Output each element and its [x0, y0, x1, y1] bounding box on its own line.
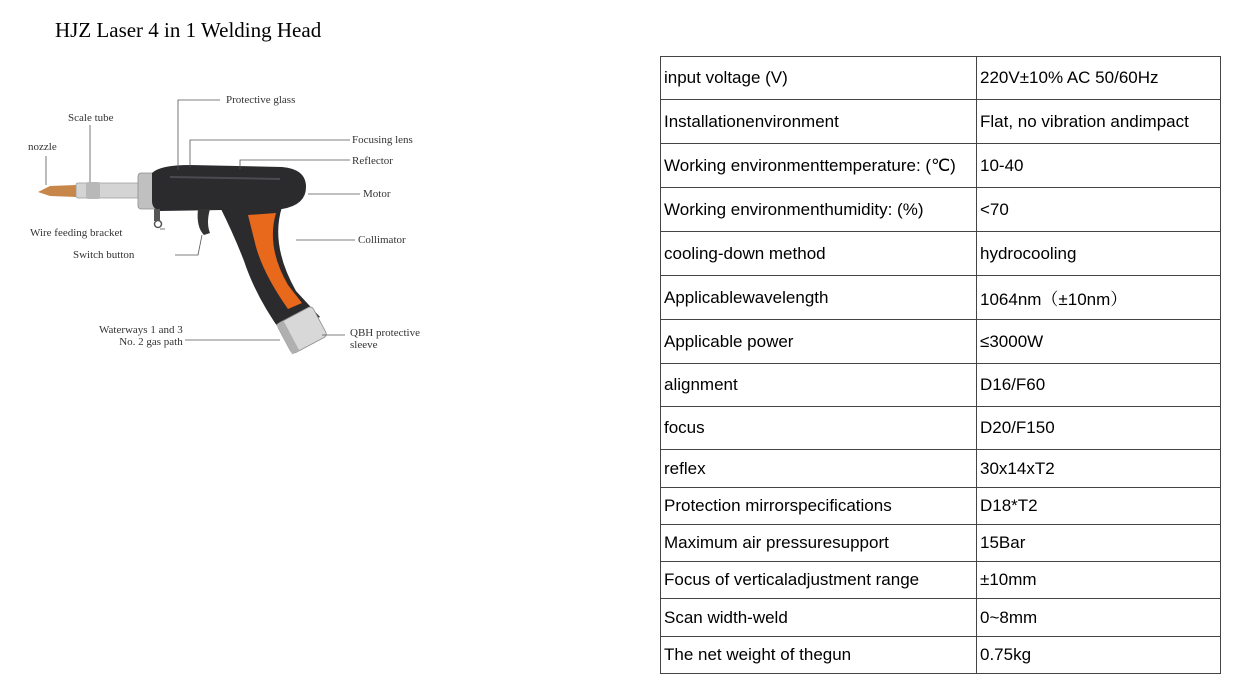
spec-param-cell: Applicablewavelength: [661, 276, 977, 320]
spec-row: [661, 57, 1221, 100]
spec-row: [661, 276, 1221, 320]
spec-row: [661, 100, 1221, 144]
spec-row: [661, 525, 1221, 562]
spec-row: [661, 562, 1221, 599]
spec-param-cell: Focus of verticaladjustment range: [661, 562, 977, 599]
label-scale-tube: Scale tube: [68, 112, 114, 124]
spec-param-cell: focus: [661, 407, 977, 450]
spec-row: [661, 144, 1221, 188]
spec-value-cell: 0.75kg: [977, 637, 1221, 674]
spec-value-cell: Flat, no vibration andimpact: [977, 100, 1221, 144]
spec-param-cell: Scan width-weld: [661, 599, 977, 637]
label-waterways-line1: Waterways 1 and 3: [99, 324, 183, 336]
spec-table: [660, 56, 1221, 674]
label-wire-feeding-bracket: Wire feeding bracket: [30, 227, 123, 239]
gun-body-shape: [152, 165, 306, 211]
spec-value-cell: D20/F150: [977, 407, 1221, 450]
spec-param-cell: Working environmenthumidity: (%): [661, 188, 977, 232]
spec-value-cell: <70: [977, 188, 1221, 232]
switch-button-shape: [198, 209, 210, 235]
scale-tube-collar: [86, 182, 100, 199]
label-waterways: [99, 324, 183, 348]
spec-table-body: [661, 57, 1221, 674]
spec-row: [661, 488, 1221, 525]
spec-value-cell: D18*T2: [977, 488, 1221, 525]
spec-value-cell: ≤3000W: [977, 320, 1221, 364]
nozzle-shape: [38, 185, 76, 197]
label-switch-button: Switch button: [73, 249, 135, 261]
spec-value-cell: D16/F60: [977, 364, 1221, 407]
bracket-hook: [155, 221, 162, 228]
spec-value-cell: 10-40: [977, 144, 1221, 188]
label-reflector: Reflector: [352, 155, 393, 167]
spec-param-cell: input voltage (V): [661, 57, 977, 100]
spec-value-cell: 0~8mm: [977, 599, 1221, 637]
label-collimator: Collimator: [358, 234, 406, 246]
spec-param-cell: reflex: [661, 450, 977, 488]
label-waterways-line2: No. 2 gas path: [119, 336, 183, 348]
spec-value-cell: 15Bar: [977, 525, 1221, 562]
spec-value-cell: 1064nm（±10nm）: [977, 276, 1221, 320]
label-qbh-line2: sleeve: [350, 339, 378, 351]
spec-row: [661, 637, 1221, 674]
spec-value-cell: 30x14xT2: [977, 450, 1221, 488]
spec-param-cell: Installationenvironment: [661, 100, 977, 144]
spec-value-cell: hydrocooling: [977, 232, 1221, 276]
label-protective-glass: Protective glass: [226, 94, 296, 106]
label-qbh-line1: QBH protective: [350, 327, 420, 339]
spec-param-cell: The net weight of thegun: [661, 637, 977, 674]
label-nozzle: nozzle: [28, 141, 57, 153]
label-motor: Motor: [363, 188, 391, 200]
spec-row: [661, 188, 1221, 232]
page-title: HJZ Laser 4 in 1 Welding Head: [55, 18, 322, 42]
spec-value-cell: ±10mm: [977, 562, 1221, 599]
label-qbh-sleeve: [350, 327, 420, 351]
spec-param-cell: cooling-down method: [661, 232, 977, 276]
spec-param-cell: Maximum air pressuresupport: [661, 525, 977, 562]
spec-row: [661, 364, 1221, 407]
spec-row: [661, 320, 1221, 364]
spec-param-cell: alignment: [661, 364, 977, 407]
spec-row: [661, 407, 1221, 450]
spec-param-cell: Protection mirrorspecifications: [661, 488, 977, 525]
spec-param-cell: Working environmenttemperature: (℃): [661, 144, 977, 188]
spec-param-cell: Applicable power: [661, 320, 977, 364]
spec-value-cell: 220V±10% AC 50/60Hz: [977, 57, 1221, 100]
spec-row: [661, 232, 1221, 276]
spec-row: [661, 599, 1221, 637]
scale-tube-shape: [76, 183, 142, 198]
spec-row: [661, 450, 1221, 488]
bracket-shape: [154, 209, 160, 221]
label-focusing-lens: Focusing lens: [352, 134, 413, 146]
welding-head-diagram: [20, 85, 440, 375]
